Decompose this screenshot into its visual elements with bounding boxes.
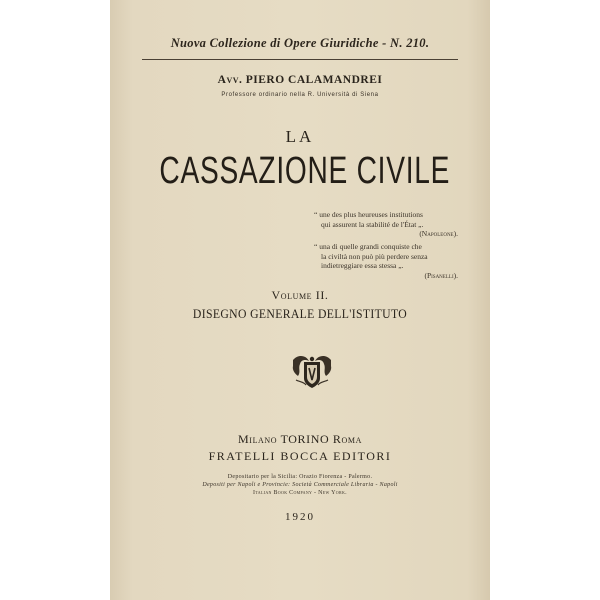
epigraph-2	[314, 242, 458, 280]
publisher-mark-icon	[290, 352, 334, 390]
publication-year: 1920	[285, 511, 315, 523]
volume-subtitle: DISEGNO GENERALE DELL'ISTITUTO	[192, 306, 408, 321]
epigraph-attribution: (Pisanelli).	[424, 270, 458, 280]
epigraph-line: qui assurent la stabilité de l'État „.	[321, 219, 424, 229]
distribution-line: Depositario per la Sicilia: Orazio Fiorenza - Palermo.	[227, 474, 373, 480]
epigraph-line: “ una di quelle grandi conquiste che	[314, 242, 422, 251]
epigraph-line: “ une des plus heureuses institutions	[314, 210, 423, 219]
distribution-line: Italian Book Company - New York.	[253, 490, 347, 496]
publisher-cities: Milano TORINO Roma	[238, 432, 362, 446]
author-affiliation: Professore ordinario nella R. Università di Siena	[221, 92, 379, 98]
author-name: Avv. PIERO CALAMANDREI	[217, 74, 383, 86]
epigraph-line: indietreggiare essa stessa „.	[321, 261, 404, 270]
series-title: Nuova Collezione di Opere Giuridiche - N. 210.	[170, 36, 430, 50]
distribution-line: Depositi per Napoli e Provincie: Società Commerciale Libraria - Napoli	[202, 482, 398, 488]
epigraph-line: la civiltà non può più perdere senza	[321, 251, 428, 261]
title-page	[110, 0, 490, 600]
volume-label: Volume II.	[271, 288, 329, 302]
title-article: LA	[285, 127, 315, 146]
publisher-name: FRATELLI BOCCA EDITORI	[208, 449, 392, 463]
header-rule	[142, 59, 458, 60]
epigraph-1	[314, 210, 458, 239]
book-title: CASSAZIONE CIVILE	[159, 150, 451, 192]
epigraph-attribution: (Napoleone).	[419, 229, 458, 238]
